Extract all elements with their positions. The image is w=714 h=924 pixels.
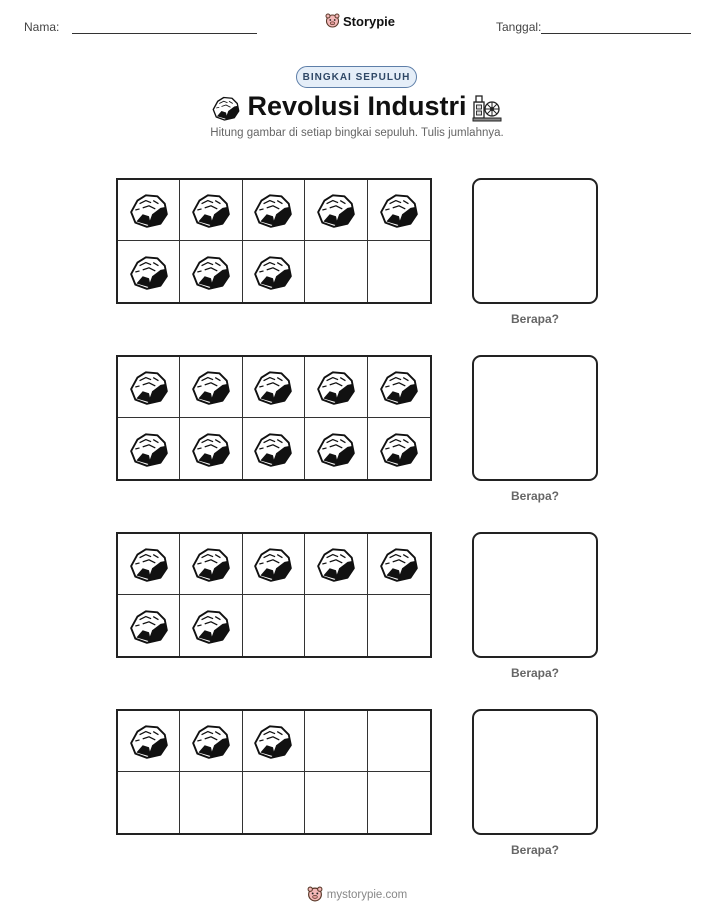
frame-cell: [118, 357, 180, 418]
frame-cell: [118, 180, 180, 241]
coal-icon: [315, 191, 357, 229]
frame-cell: [118, 711, 180, 772]
frame-cell: [180, 418, 242, 479]
frame-cell: [305, 241, 367, 302]
frame-cell: [180, 241, 242, 302]
frame-cell: [180, 711, 242, 772]
logo-text: Storypie: [343, 13, 396, 29]
frame-cell: [305, 357, 367, 418]
ten-frame-3: [116, 532, 432, 658]
footer-url: mystorypie.com: [326, 888, 408, 901]
frame-cell: [180, 180, 242, 241]
date-label: Tanggal:: [496, 20, 542, 34]
coal-icon: [190, 368, 232, 406]
coal-icon: [378, 545, 420, 583]
date-line[interactable]: [541, 33, 691, 34]
coal-icon: [128, 253, 170, 291]
frame-cell: [243, 241, 305, 302]
worksheet-type-badge: BINGKAI SEPULUH: [296, 66, 417, 88]
frame-cell: [368, 534, 430, 595]
ten-frame-2: [116, 355, 432, 481]
frame-cell: [368, 711, 430, 772]
ten-frame-4: [116, 709, 432, 835]
footer: [0, 886, 714, 903]
coal-icon: [128, 368, 170, 406]
coal-icon: [190, 253, 232, 291]
question-label-2: Berapa?: [510, 489, 560, 503]
coal-icon: [128, 722, 170, 760]
frame-cell: [305, 595, 367, 656]
frame-cell: [180, 357, 242, 418]
frame-cell: [118, 241, 180, 302]
frame-cell: [243, 772, 305, 833]
frame-cell: [180, 534, 242, 595]
frame-cell: [368, 357, 430, 418]
coal-icon: [378, 368, 420, 406]
frame-cell: [118, 595, 180, 656]
coal-icon: [190, 430, 232, 468]
question-label-3: Berapa?: [510, 666, 560, 680]
coal-icon: [252, 722, 294, 760]
name-line[interactable]: [72, 33, 257, 34]
pig-mascot-icon: [325, 13, 340, 29]
coal-icon: [190, 607, 232, 645]
storypie-logo: [325, 13, 395, 29]
coal-icon: [315, 368, 357, 406]
frame-cell: [368, 772, 430, 833]
coal-icon: [315, 430, 357, 468]
frame-cell: [118, 772, 180, 833]
coal-icon: [190, 191, 232, 229]
frame-cell: [243, 357, 305, 418]
answer-box-4[interactable]: [472, 709, 598, 835]
frame-cell: [305, 534, 367, 595]
coal-icon: [190, 545, 232, 583]
frame-cell: [368, 418, 430, 479]
frame-cell: [305, 711, 367, 772]
coal-icon: [252, 545, 294, 583]
frame-cell: [118, 418, 180, 479]
ten-frame-1: [116, 178, 432, 304]
frame-cell: [243, 711, 305, 772]
coal-icon: [252, 191, 294, 229]
answer-box-3[interactable]: [472, 532, 598, 658]
coal-icon: [252, 368, 294, 406]
coal-icon: [190, 722, 232, 760]
pig-mascot-icon: [307, 886, 323, 903]
page-title: Revolusi Industri: [247, 91, 467, 121]
coal-icon: [378, 191, 420, 229]
frame-cell: [243, 180, 305, 241]
frame-cell: [180, 772, 242, 833]
frame-cell: [118, 534, 180, 595]
coal-icon: [378, 430, 420, 468]
coal-icon: [128, 607, 170, 645]
question-label-1: Berapa?: [510, 312, 560, 326]
coal-icon: [128, 545, 170, 583]
frame-cell: [368, 595, 430, 656]
coal-icon: [128, 191, 170, 229]
frame-cell: [243, 595, 305, 656]
frame-cell: [368, 180, 430, 241]
frame-cell: [243, 418, 305, 479]
coal-icon: [252, 430, 294, 468]
frame-cell: [305, 180, 367, 241]
frame-cell: [243, 534, 305, 595]
answer-box-1[interactable]: [472, 178, 598, 304]
coal-icon: [315, 545, 357, 583]
answer-box-2[interactable]: [472, 355, 598, 481]
coal-icon: [128, 430, 170, 468]
frame-cell: [305, 772, 367, 833]
instructions: Hitung gambar di setiap bingkai sepuluh. Tulis jumlahnya.: [210, 127, 504, 139]
factory-machine-icon: [472, 94, 502, 122]
question-label-4: Berapa?: [510, 843, 560, 857]
frame-cell: [305, 418, 367, 479]
frame-cell: [180, 595, 242, 656]
frame-cell: [368, 241, 430, 302]
coal-icon: [252, 253, 294, 291]
name-label: Nama:: [24, 20, 60, 34]
